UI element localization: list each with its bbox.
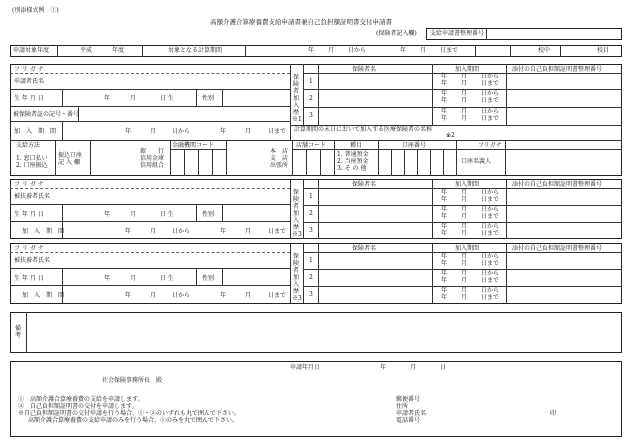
insured-number-label: 被保険者証の記号・番号	[13, 111, 80, 118]
history-row-no: 3	[309, 112, 313, 119]
account-type-3[interactable]: 3. そ の 他	[337, 165, 367, 172]
period-day1: 日から	[348, 47, 367, 54]
col-cert-no: 添付の自己負担額証明書整理番号	[512, 245, 603, 252]
col-cert-no: 添付の自己負担額証明書整理番号	[512, 66, 603, 73]
birth-year: 年	[104, 275, 111, 282]
row-day: 日まで	[481, 80, 500, 87]
row-year: 年	[441, 270, 448, 277]
cert-number-input[interactable]	[507, 287, 621, 302]
join-period-label: 加 入 期 間	[22, 228, 65, 235]
heisei-label: 平成	[80, 47, 93, 54]
row-day: 日まで	[481, 230, 500, 237]
history-row-no: 2	[309, 274, 313, 281]
col-insurer: 保険者名	[352, 66, 377, 73]
birth-day: 日 生	[160, 95, 174, 102]
row-month: 月	[461, 230, 468, 237]
dependent-name-label: 被扶養者氏名	[14, 257, 51, 264]
note-2[interactable]: ② 自己負担額証明書の交付を申請します。	[18, 403, 138, 410]
school-end: 校目	[597, 47, 610, 54]
cert-number-input[interactable]	[507, 270, 621, 285]
applicant-name-input[interactable]	[70, 74, 288, 88]
apply-date-label: 申請年月日	[290, 364, 321, 371]
birth-year: 年	[104, 95, 111, 102]
row-day: 日まで	[481, 115, 500, 122]
seal-mark: 印	[550, 410, 557, 417]
period-day2: 日まで	[440, 47, 459, 54]
row-year: 年	[441, 287, 448, 294]
row-year: 年	[441, 189, 448, 196]
furigana-label: フ リ ガ ナ	[14, 245, 44, 252]
row-year: 年	[441, 196, 448, 203]
apply-day: 日	[440, 364, 447, 371]
row-month: 月	[461, 90, 468, 97]
dependent-name-label: 被扶養者氏名	[14, 193, 51, 200]
period-month2: 月	[420, 47, 427, 54]
history-insurer-input[interactable]	[319, 74, 431, 88]
row-day: 日から	[481, 189, 500, 196]
join-to-year: 年	[220, 292, 227, 299]
row-day: 日から	[481, 206, 500, 213]
col-cert-no: 添付の自己負担額証明書整理番号	[512, 181, 603, 188]
row-day: 日から	[481, 270, 500, 277]
applicant-name-label: 申請者氏名	[14, 78, 45, 85]
account-number-label: 口座番号	[402, 142, 427, 149]
join-from-year: 年	[125, 228, 132, 235]
birth-month: 月	[130, 95, 137, 102]
bank-type-shinkin: 信用金庫	[140, 155, 165, 162]
row-day: 日まで	[481, 213, 500, 220]
holder-furigana-label: フリガナ	[478, 142, 502, 149]
join-to-day: 日まで	[268, 292, 287, 299]
period-row	[10, 45, 622, 57]
row-month: 月	[461, 115, 468, 122]
branch-type-shucchojo: 出張所	[270, 162, 289, 169]
addressee: 社会保険事務所長 殿	[102, 377, 163, 384]
row-day: 日まで	[481, 294, 500, 301]
holder-label: 口座名義人	[461, 158, 492, 165]
branch-type-honten: 本 店	[270, 148, 289, 155]
school-mid: 校中	[538, 47, 551, 54]
cert-number-input[interactable]	[507, 223, 621, 238]
remarks-label: 備考	[14, 325, 21, 339]
row-month: 月	[461, 189, 468, 196]
birth-day: 日 生	[160, 275, 174, 282]
bank-code-label: 金融機関コード	[172, 142, 215, 149]
birthdate-label: 生 年 月 日	[14, 275, 44, 282]
row-year: 年	[441, 260, 448, 267]
row-year: 年	[441, 206, 448, 213]
bank-type-kumiai: 信用組合	[140, 162, 165, 169]
col-period: 加入期間	[455, 181, 480, 188]
insured-number-input[interactable]	[79, 107, 289, 120]
join-from-year: 年	[125, 128, 132, 135]
history-row-no: 3	[309, 227, 313, 234]
row-year: 年	[441, 223, 448, 230]
row-year: 年	[441, 108, 448, 115]
col-period: 加入期間	[455, 66, 480, 73]
join-period-label: 加 入 期 間	[14, 128, 57, 135]
birth-month: 月	[130, 275, 137, 282]
note-3: ※自己負担額証明書の交付申請を行う場合、①・②のいずれも丸で囲んで下さい。	[18, 410, 241, 417]
history-insurer-input[interactable]	[319, 223, 431, 238]
remarks-input[interactable]	[27, 313, 621, 352]
end-insurer-input[interactable]	[470, 126, 620, 139]
branch-type-shiten: 支 店	[270, 155, 289, 162]
row-month: 月	[461, 223, 468, 230]
row-day: 日から	[481, 108, 500, 115]
row-day: 日から	[481, 73, 500, 80]
phone-label: 電話番号	[396, 417, 421, 424]
row-year: 年	[441, 277, 448, 284]
row-day: 日まで	[481, 196, 500, 203]
row-day: 日から	[481, 90, 500, 97]
account-type-1[interactable]: 1. 普通預金	[337, 151, 369, 158]
postal-label: 郵便番号	[396, 396, 421, 403]
account-type-2[interactable]: 2. 当座預金	[337, 158, 369, 165]
branch-code-label: 店舗コード	[296, 142, 327, 149]
bank-type-bank: 銀 行	[140, 148, 165, 155]
row-month: 月	[461, 108, 468, 115]
join-to-day: 日まで	[268, 128, 287, 135]
history-insurer-input[interactable]	[319, 206, 431, 221]
history-insurer-input[interactable]	[319, 253, 431, 268]
history-row-no: 2	[309, 210, 313, 217]
app-number-input[interactable]	[487, 29, 621, 39]
nendo-label: 年度	[112, 47, 125, 54]
join-from-month: 月	[150, 292, 157, 299]
row-day: 日まで	[481, 277, 500, 284]
join-to-month: 月	[245, 228, 252, 235]
applicant-info-input[interactable]	[440, 395, 540, 425]
row-month: 月	[461, 253, 468, 260]
payment-method-1[interactable]: 1. 窓口払い	[16, 155, 48, 162]
furigana-label: フ リ ガ ナ	[14, 181, 44, 188]
history-vertical-label: 保険者加入歴※3	[292, 189, 302, 238]
bank-name-input[interactable]	[91, 141, 135, 175]
join-from-month: 月	[150, 228, 157, 235]
join-from-day: 日から	[172, 292, 191, 299]
note-mark-2: ※2	[446, 132, 455, 139]
join-from-day: 日から	[172, 128, 191, 135]
cert-number-input[interactable]	[507, 189, 621, 204]
row-year: 年	[441, 73, 448, 80]
row-month: 月	[461, 277, 468, 284]
history-insurer-input[interactable]	[319, 90, 431, 106]
payment-method-2[interactable]: 2. 口座振込	[16, 162, 48, 169]
join-to-month: 月	[245, 292, 252, 299]
history-insurer-input[interactable]	[319, 287, 431, 302]
row-year: 年	[441, 213, 448, 220]
calc-period-label: 対象となる計算期間	[168, 47, 223, 54]
apply-month: 月	[410, 364, 417, 371]
row-month: 月	[461, 260, 468, 267]
history-row-no: 1	[309, 78, 313, 85]
row-month: 月	[461, 206, 468, 213]
gender-label: 性別	[202, 211, 215, 218]
row-day: 日から	[481, 287, 500, 294]
note-1[interactable]: ① 高額介護合算療養費の支給を申請します。	[18, 396, 144, 403]
address-label: 住所	[396, 403, 409, 410]
row-month: 月	[461, 287, 468, 294]
row-year: 年	[441, 230, 448, 237]
cert-number-input[interactable]	[507, 253, 621, 268]
col-insurer: 保険者名	[352, 181, 377, 188]
join-to-year: 年	[220, 128, 227, 135]
form-label: (別添様式例 ①)	[12, 7, 59, 14]
row-day: 日まで	[481, 97, 500, 104]
history-vertical-label: 保険者加入歴※3	[292, 253, 302, 302]
join-from-month: 月	[150, 128, 157, 135]
insurer-note: (保険者記入欄)	[376, 30, 417, 37]
branch-name-input[interactable]	[227, 141, 267, 175]
form-title: 高額介護合算療養費支給申請書兼自己負担額証明書交付申請書	[210, 18, 392, 26]
row-year: 年	[441, 97, 448, 104]
birthdate-label: 生 年 月 日	[14, 95, 44, 102]
dependent-name-input[interactable]	[70, 253, 288, 267]
payment-method-label: 支給方法	[16, 142, 41, 149]
row-year: 年	[441, 90, 448, 97]
join-to-year: 年	[220, 228, 227, 235]
cert-number-input[interactable]	[507, 206, 621, 221]
birthdate-label: 生 年 月 日	[14, 211, 44, 218]
row-month: 月	[461, 80, 468, 87]
history-insurer-input[interactable]	[319, 270, 431, 285]
birth-day: 日 生	[160, 211, 174, 218]
row-year: 年	[441, 253, 448, 260]
join-to-month: 月	[245, 128, 252, 135]
join-from-year: 年	[125, 292, 132, 299]
account-type-label: 種目	[350, 142, 363, 149]
period-month1: 月	[328, 47, 335, 54]
birth-month: 月	[130, 211, 137, 218]
history-row-no: 1	[309, 193, 313, 200]
row-month: 月	[461, 294, 468, 301]
end-insurer-note: 計算期間の末日において加入する医療保険者の名称	[294, 126, 433, 133]
period-year2: 年	[400, 47, 407, 54]
birth-year: 年	[104, 211, 111, 218]
app-number-label: 支給申請書整理番号	[430, 30, 485, 37]
dependent-name-input[interactable]	[70, 189, 288, 203]
history-vertical-label: 保険者加入歴※1	[292, 74, 302, 123]
row-month: 月	[461, 213, 468, 220]
history-insurer-input[interactable]	[319, 189, 431, 204]
join-to-day: 日まで	[268, 228, 287, 235]
row-day: 日から	[481, 223, 500, 230]
row-month: 月	[461, 270, 468, 277]
join-from-day: 日から	[172, 228, 191, 235]
row-day: 日から	[481, 253, 500, 260]
history-row-no: 3	[309, 291, 313, 298]
join-period-label: 加 入 期 間	[22, 292, 65, 299]
col-insurer: 保険者名	[352, 245, 377, 252]
row-month: 月	[461, 97, 468, 104]
history-row-no: 1	[309, 257, 313, 264]
row-day: 日まで	[481, 260, 500, 267]
fiscal-year-label: 申請対象年度	[13, 47, 50, 54]
gender-label: 性別	[202, 275, 215, 282]
apply-year: 年	[380, 364, 387, 371]
history-row-no: 2	[309, 95, 313, 102]
note-4: 高額介護合算療養費の支給申請のみを行う場合、①のみを丸で囲んで下さい。	[28, 417, 239, 424]
row-month: 月	[461, 196, 468, 203]
furigana-label: フ リ ガ ナ	[14, 66, 44, 73]
history-insurer-input[interactable]	[319, 108, 431, 124]
col-period: 加入期間	[455, 245, 480, 252]
row-year: 年	[441, 294, 448, 301]
transfer-label: 振込口座	[58, 152, 83, 159]
row-year: 年	[441, 115, 448, 122]
transfer-label: 記 入 欄	[58, 159, 80, 166]
gender-label: 性別	[202, 95, 215, 102]
row-month: 月	[461, 73, 468, 80]
holder-name-input[interactable]	[506, 150, 621, 175]
period-year1: 年	[308, 47, 315, 54]
applicant-sign-label: 申請者氏名	[396, 410, 427, 417]
row-year: 年	[441, 80, 448, 87]
